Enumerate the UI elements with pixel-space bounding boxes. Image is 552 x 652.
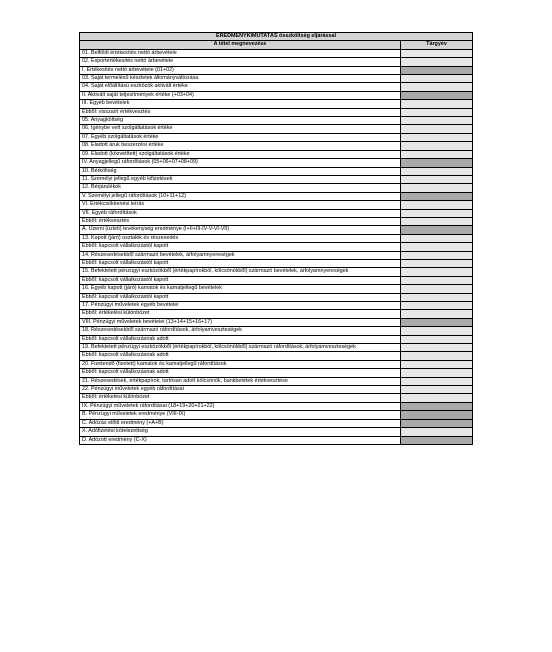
table-row (80, 436, 473, 444)
row-value-cell[interactable] (401, 360, 473, 368)
table-row (80, 125, 473, 133)
table-row (80, 394, 473, 402)
table-row (80, 285, 473, 293)
table-row (80, 75, 473, 83)
row-label: X. Adófizetési kötelezettség (80, 428, 401, 436)
table-row (80, 318, 473, 326)
row-value-cell[interactable] (401, 142, 473, 150)
row-value-cell[interactable] (401, 100, 473, 108)
row-value-cell[interactable] (401, 419, 473, 427)
table-row (80, 352, 473, 360)
table-row (80, 159, 473, 167)
row-label: Ebből: értékvesztés (80, 217, 401, 225)
row-value-cell[interactable] (401, 268, 473, 276)
row-label: Ebből: értékelési különbözet (80, 394, 401, 402)
table-row (80, 369, 473, 377)
row-value-cell[interactable] (401, 75, 473, 83)
table-row (80, 251, 473, 259)
row-label: Ebből: kapcsolt vállalkozásnak adott (80, 335, 401, 343)
row-label: 14. Részesedésekből származó bevételek, árfolyamnyereségek (80, 251, 401, 259)
row-label: 05. Anyagköltség (80, 117, 401, 125)
row-label: V. Személyi jellegű ráfordítások (10+11+12) (80, 192, 401, 200)
row-value-cell[interactable] (401, 377, 473, 385)
row-label: VIII. Pénzügyi műveletek bevételei (13+14+15+16+17) (80, 318, 401, 326)
row-value-cell[interactable] (401, 352, 473, 360)
row-label: 09. Eladott (közvetített) szolgáltatások értéke (80, 150, 401, 158)
row-value-cell[interactable] (401, 175, 473, 183)
table-row (80, 276, 473, 284)
column-header-current-year: Tárgyév (401, 41, 473, 49)
row-value-cell[interactable] (401, 58, 473, 66)
row-value-cell[interactable] (401, 150, 473, 158)
row-label: C. Adózás előtti eredmény (+A+B) (80, 419, 401, 427)
row-label: 03. Saját termelésű készletek állományváltozása (80, 75, 401, 83)
row-value-cell[interactable] (401, 117, 473, 125)
row-label: IV. Anyagjellegű ráfordítások (05+06+07+08+09) (80, 159, 401, 167)
row-value-cell[interactable] (401, 192, 473, 200)
table-row (80, 268, 473, 276)
row-value-cell[interactable] (401, 369, 473, 377)
table-row (80, 142, 473, 150)
row-value-cell[interactable] (401, 125, 473, 133)
row-value-cell[interactable] (401, 394, 473, 402)
table-row (80, 234, 473, 242)
table-row (80, 327, 473, 335)
row-label: Ebből: kapcsolt vállalkozástól kapott (80, 243, 401, 251)
row-value-cell[interactable] (401, 335, 473, 343)
table-body (80, 33, 473, 445)
row-label: Ebből: kapcsolt vállalkozásnak adott (80, 369, 401, 377)
row-value-cell[interactable] (401, 344, 473, 352)
table-row (80, 184, 473, 192)
row-label: 11. Személyi jellegű egyéb kifizetések (80, 175, 401, 183)
table-row (80, 419, 473, 427)
row-value-cell[interactable] (401, 386, 473, 394)
table-row (80, 49, 473, 57)
table-row (80, 117, 473, 125)
table-title: EREDMÉNYKIMUTATÁS összköltség eljárással (80, 33, 473, 41)
row-value-cell[interactable] (401, 327, 473, 335)
row-label: IX. Pénzügyi műveletek ráfordításai (18+19+20+21+22) (80, 402, 401, 410)
row-label: Ebből: kapcsolt vállalkozástól kapott (80, 293, 401, 301)
table-row (80, 310, 473, 318)
row-label: Ebből: kapcsolt vállalkozástól kapott (80, 276, 401, 284)
row-label: VI. Értékcsökkenési leírás (80, 201, 401, 209)
row-label: 18. Részesedésekből származó ráfordítások, árfolyamveszteségek (80, 327, 401, 335)
table-row (80, 428, 473, 436)
row-value-cell[interactable] (401, 276, 473, 284)
row-label: II. Aktivált saját teljesítmények értéke (+03+04) (80, 91, 401, 99)
row-value-cell[interactable] (401, 83, 473, 91)
row-value-cell[interactable] (401, 108, 473, 116)
row-value-cell[interactable] (401, 293, 473, 301)
row-value-cell[interactable] (401, 133, 473, 141)
column-header-item-name: A tétel megnevezése (80, 41, 401, 49)
row-label: 13. Kapott (járó) osztalék és részesedés (80, 234, 401, 242)
row-value-cell[interactable] (401, 209, 473, 217)
table-row (80, 293, 473, 301)
row-label: 08. Eladott áruk beszerzési értéke (80, 142, 401, 150)
table-row (80, 83, 473, 91)
row-label: 10. Bérköltség (80, 167, 401, 175)
row-value-cell[interactable] (401, 226, 473, 234)
table-row (80, 335, 473, 343)
row-label: Ebből: kapcsolt vállalkozásnak adott (80, 352, 401, 360)
row-label: 06. Igénybe vett szolgáltatások értéke (80, 125, 401, 133)
table-row (80, 243, 473, 251)
row-value-cell[interactable] (401, 201, 473, 209)
table-row (80, 377, 473, 385)
table-row (80, 302, 473, 310)
row-label: 01. Belföldi értékesítés nettó árbevétele (80, 49, 401, 57)
row-value-cell[interactable] (401, 91, 473, 99)
row-value-cell[interactable] (401, 234, 473, 242)
row-label: 02. Exportértékesítés nettó árbevétele (80, 58, 401, 66)
row-label: 16. Egyéb kapott (járó) kamatok és kamatjellegű bevételek (80, 285, 401, 293)
row-value-cell[interactable] (401, 411, 473, 419)
table-row (80, 58, 473, 66)
row-label: I. Értékesítés nettó árbevétele (01+02) (80, 66, 401, 74)
table-row (80, 344, 473, 352)
row-label: B. Pénzügyi műveletek eredménye (VIII-IX) (80, 411, 401, 419)
table-row (80, 100, 473, 108)
row-value-cell[interactable] (401, 310, 473, 318)
row-label: 21. Részesedések, értékpapírok, tartósan adott kölcsönök, bankbetétek értékvesztése (80, 377, 401, 385)
row-label: D. Adózott eredmény (C-X) (80, 436, 401, 444)
table-row (80, 133, 473, 141)
row-value-cell[interactable] (401, 167, 473, 175)
row-label: Ebből: visszaírt értékvesztés (80, 108, 401, 116)
table-row (80, 402, 473, 410)
row-label: 07. Egyéb szolgáltatások értéke (80, 133, 401, 141)
row-label: A. Üzemi (üzleti) tevékenység eredménye (I+II+III-IV-V-VI-VII) (80, 226, 401, 234)
row-label: 17. Pénzügyi műveletek egyéb bevételei (80, 302, 401, 310)
table-row (80, 201, 473, 209)
row-value-cell[interactable] (401, 402, 473, 410)
row-label: 19. Befektetett pénzügyi eszközökből (értékpapírokból, kölcsönökből) származó ráfordítások, árfolyamveszteségek (80, 344, 401, 352)
row-value-cell[interactable] (401, 285, 473, 293)
row-label: 15. Befektetett pénzügyi eszközökből (értékpapírokból, kölcsönökből) származó bevételek, árfolyamnyereségek (80, 268, 401, 276)
row-value-cell[interactable] (401, 428, 473, 436)
table-row (80, 209, 473, 217)
table-row (80, 360, 473, 368)
row-value-cell[interactable] (401, 436, 473, 444)
table-row (80, 386, 473, 394)
row-label: 22. Pénzügyi műveletek egyéb ráfordításai (80, 386, 401, 394)
row-value-cell[interactable] (401, 259, 473, 267)
table-row (80, 167, 473, 175)
table-row (80, 66, 473, 74)
row-value-cell[interactable] (401, 49, 473, 57)
row-value-cell[interactable] (401, 66, 473, 74)
row-label: 12. Bérjárulékok (80, 184, 401, 192)
income-statement-table (79, 32, 473, 445)
row-label: 20. Fizetendő (fizetett) kamatok és kamatjellegű ráfordítások (80, 360, 401, 368)
table-row (80, 259, 473, 267)
row-value-cell[interactable] (401, 217, 473, 225)
row-value-cell[interactable] (401, 302, 473, 310)
row-value-cell[interactable] (401, 318, 473, 326)
row-label: Ebből: kapcsolt vállalkozástól kapott (80, 259, 401, 267)
header-row (80, 41, 473, 49)
title-row (80, 33, 473, 41)
row-label: 04. Saját előállítású eszközök aktivált értéke (80, 83, 401, 91)
row-value-cell[interactable] (401, 184, 473, 192)
row-value-cell[interactable] (401, 251, 473, 259)
row-label: VII. Egyéb ráfordítások (80, 209, 401, 217)
table-row (80, 108, 473, 116)
table-row (80, 192, 473, 200)
table-row (80, 217, 473, 225)
row-value-cell[interactable] (401, 159, 473, 167)
row-label: III. Egyéb bevételek (80, 100, 401, 108)
row-label: Ebből: értékelési különbözet (80, 310, 401, 318)
row-value-cell[interactable] (401, 243, 473, 251)
table-row (80, 91, 473, 99)
table-row (80, 175, 473, 183)
table-row (80, 411, 473, 419)
table-row (80, 226, 473, 234)
table-row (80, 150, 473, 158)
